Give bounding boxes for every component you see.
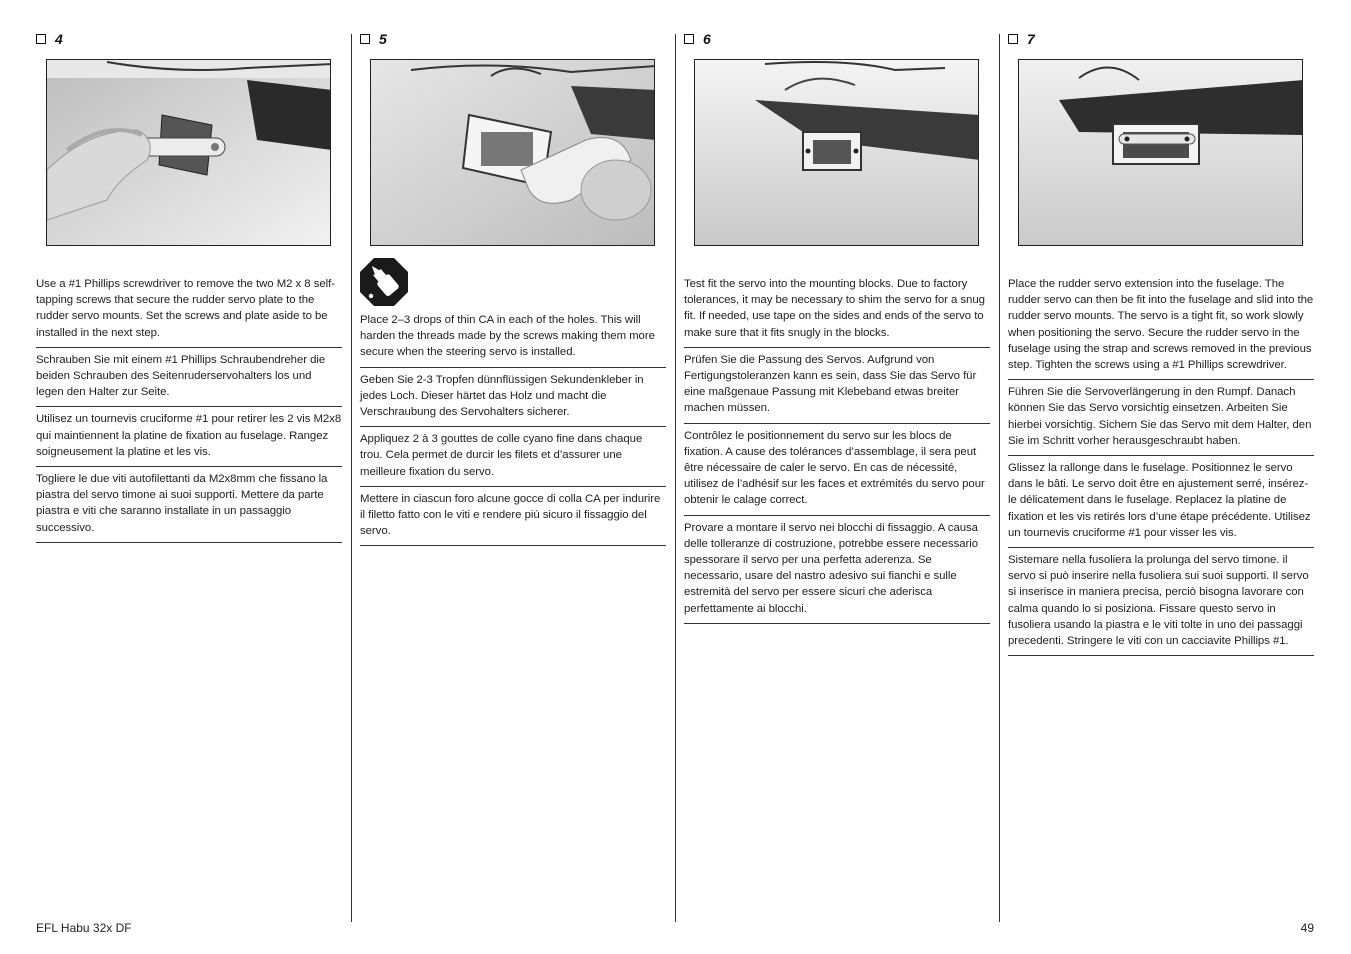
step-5-column bbox=[360, 30, 666, 546]
photo-rudder-servo-plate-removal bbox=[46, 59, 331, 246]
photo-servo-secured-with-plate bbox=[1018, 59, 1303, 246]
step-5-header bbox=[360, 30, 666, 48]
paragraph-german: Geben Sie 2-3 Tropfen dünnflüssigen Sekundenkleber in jedes Loch. Dieser härtet das Holz und macht die Verschraubung des Servohalters sicherer. bbox=[360, 368, 666, 428]
paragraph-italian: Provare a montare il servo nei blocchi di fissaggio. A causa delle tolleranze di costruzione, potrebbe essere necessario spessorare il servo per una perfetta aderenza. Se necessario, usare del nastro adesivo sui fianchi e sulle estremità del servo per essere sicuri che aderisca perfettamente ai blocchi. bbox=[684, 516, 990, 624]
ca-glue-bottle-icon bbox=[360, 258, 408, 306]
paragraph-french: Utilisez un tournevis cruciforme #1 pour retirer les 2 vis M2x8 qui maintiennent la platine de fixation au fuselage. Rangez soigneusement la platine et les vis. bbox=[36, 407, 342, 467]
paragraph-french: Appliquez 2 à 3 gouttes de colle cyano fine dans chaque trou. Cela permet de durcir les filets et d’assurer une meilleure fixation du servo. bbox=[360, 427, 666, 487]
step-checkbox[interactable] bbox=[684, 34, 694, 44]
column-divider bbox=[999, 34, 1000, 922]
step-checkbox[interactable] bbox=[1008, 34, 1018, 44]
step-4-column bbox=[36, 30, 342, 543]
footer-product-name: EFL Habu 32x DF bbox=[36, 921, 132, 935]
paragraph-english: Use a #1 Phillips screwdriver to remove the two M2 x 8 self-tapping screws that secure the rudder servo plate to the rudder servo mounts. Set the screws and plate aside to be installed in the next step. bbox=[36, 276, 342, 348]
step-number: 4 bbox=[55, 31, 63, 47]
photo-ca-glue-applied-to-holes bbox=[370, 59, 655, 246]
step-number: 6 bbox=[703, 31, 711, 47]
step-6-header bbox=[684, 30, 990, 48]
step-checkbox[interactable] bbox=[36, 34, 46, 44]
step-4-header bbox=[36, 30, 342, 48]
column-divider bbox=[675, 34, 676, 922]
step-number: 7 bbox=[1027, 31, 1035, 47]
paragraph-french: Glissez la rallonge dans le fuselage. Positionnez le servo dans le bâti. Le servo doit être en ajustement serré, insérez-le délicatement dans le fuselage. Replacez la platine de fixation et les vis retirés lors d’une étape précédente. Utilisez un tournevis cruciforme #1 pour visser les vis. bbox=[1008, 456, 1314, 548]
photo-servo-test-fit bbox=[694, 59, 979, 246]
step-5-text bbox=[360, 312, 666, 546]
paragraph-german: Schrauben Sie mit einem #1 Phillips Schraubendreher die beiden Schrauben des Seitenruderservohalters los und legen den Halter zur Seite. bbox=[36, 348, 342, 408]
step-checkbox[interactable] bbox=[360, 34, 370, 44]
paragraph-italian: Togliere le due viti autofilettanti da M2x8mm che fissano la piastra del servo timone ai suoi supporti. Mettere da parte piastra e viti che saranno installate in un passaggio successivo. bbox=[36, 467, 342, 543]
paragraph-english: Place 2–3 drops of thin CA in each of the holes. This will harden the threads made by the screws making them more secure when the steering servo is installed. bbox=[360, 312, 666, 368]
step-7-text bbox=[1008, 276, 1314, 656]
step-4-text bbox=[36, 276, 342, 543]
paragraph-italian: Sistemare nella fusoliera la prolunga del servo timone. il servo si può inserire nella fusoliera sui suoi supporti. Il servo si inserisce in maniera precisa, perciò bisogna lavorare con calma quando lo si posiziona. Fissare questo servo in fusoliera usando la piastra e le viti tolte in uno dei passaggi precedenti. Stringere le viti con un cacciavite Phillips #1. bbox=[1008, 548, 1314, 656]
page-number: 49 bbox=[1300, 921, 1314, 935]
step-6-text bbox=[684, 276, 990, 624]
step-number: 5 bbox=[379, 31, 387, 47]
paragraph-italian: Mettere in ciascun foro alcune gocce di colla CA per indurire il filetto fatto con le viti e rendere più sicuro il fissaggio del servo. bbox=[360, 487, 666, 547]
paragraph-german: Führen Sie die Servoverlängerung in den Rumpf. Danach können Sie das Servo vorsichtig einsetzen. Arbeiten Sie hierbei vorsichtig. Sichern Sie das Servo mit dem Halter, den Sie im Schritt vorher herausgeschraubt haben. bbox=[1008, 380, 1314, 456]
paragraph-french: Contrôlez le positionnement du servo sur les blocs de fixation. A cause des tolérances d’assemblage, il sera peut être nécessaire de caler le servo. En cas de nécessité, utilisez de l’adhésif sur les faces et extrémités du servo pour obtenir le calage correct. bbox=[684, 424, 990, 516]
paragraph-english: Test fit the servo into the mounting blocks. Due to factory tolerances, it may be necessary to shim the servo for a snug fit. If needed, use tape on the sides and ends of the servo to make sure that it fits snugly in the blocks. bbox=[684, 276, 990, 348]
paragraph-german: Prüfen Sie die Passung des Servos. Aufgrund von Fertigungstoleranzen kann es sein, dass Sie das Servo für eine maßgenaue Passung mit Klebeband etwas breiter machen müssen. bbox=[684, 348, 990, 424]
column-divider bbox=[351, 34, 352, 922]
step-7-header bbox=[1008, 30, 1314, 48]
step-6-column bbox=[684, 30, 990, 624]
step-7-column bbox=[1008, 30, 1314, 656]
paragraph-english: Place the rudder servo extension into the fuselage. The rudder servo can then be fit into the fuselage and slid into the rudder servo mounts. The servo is a tight fit, so work slowly when positioning the servo. Secure the rudder servo in the fuselage using the strap and screws removed in the previous step. Tighten the screws using a #1 Phillips screwdriver. bbox=[1008, 276, 1314, 380]
